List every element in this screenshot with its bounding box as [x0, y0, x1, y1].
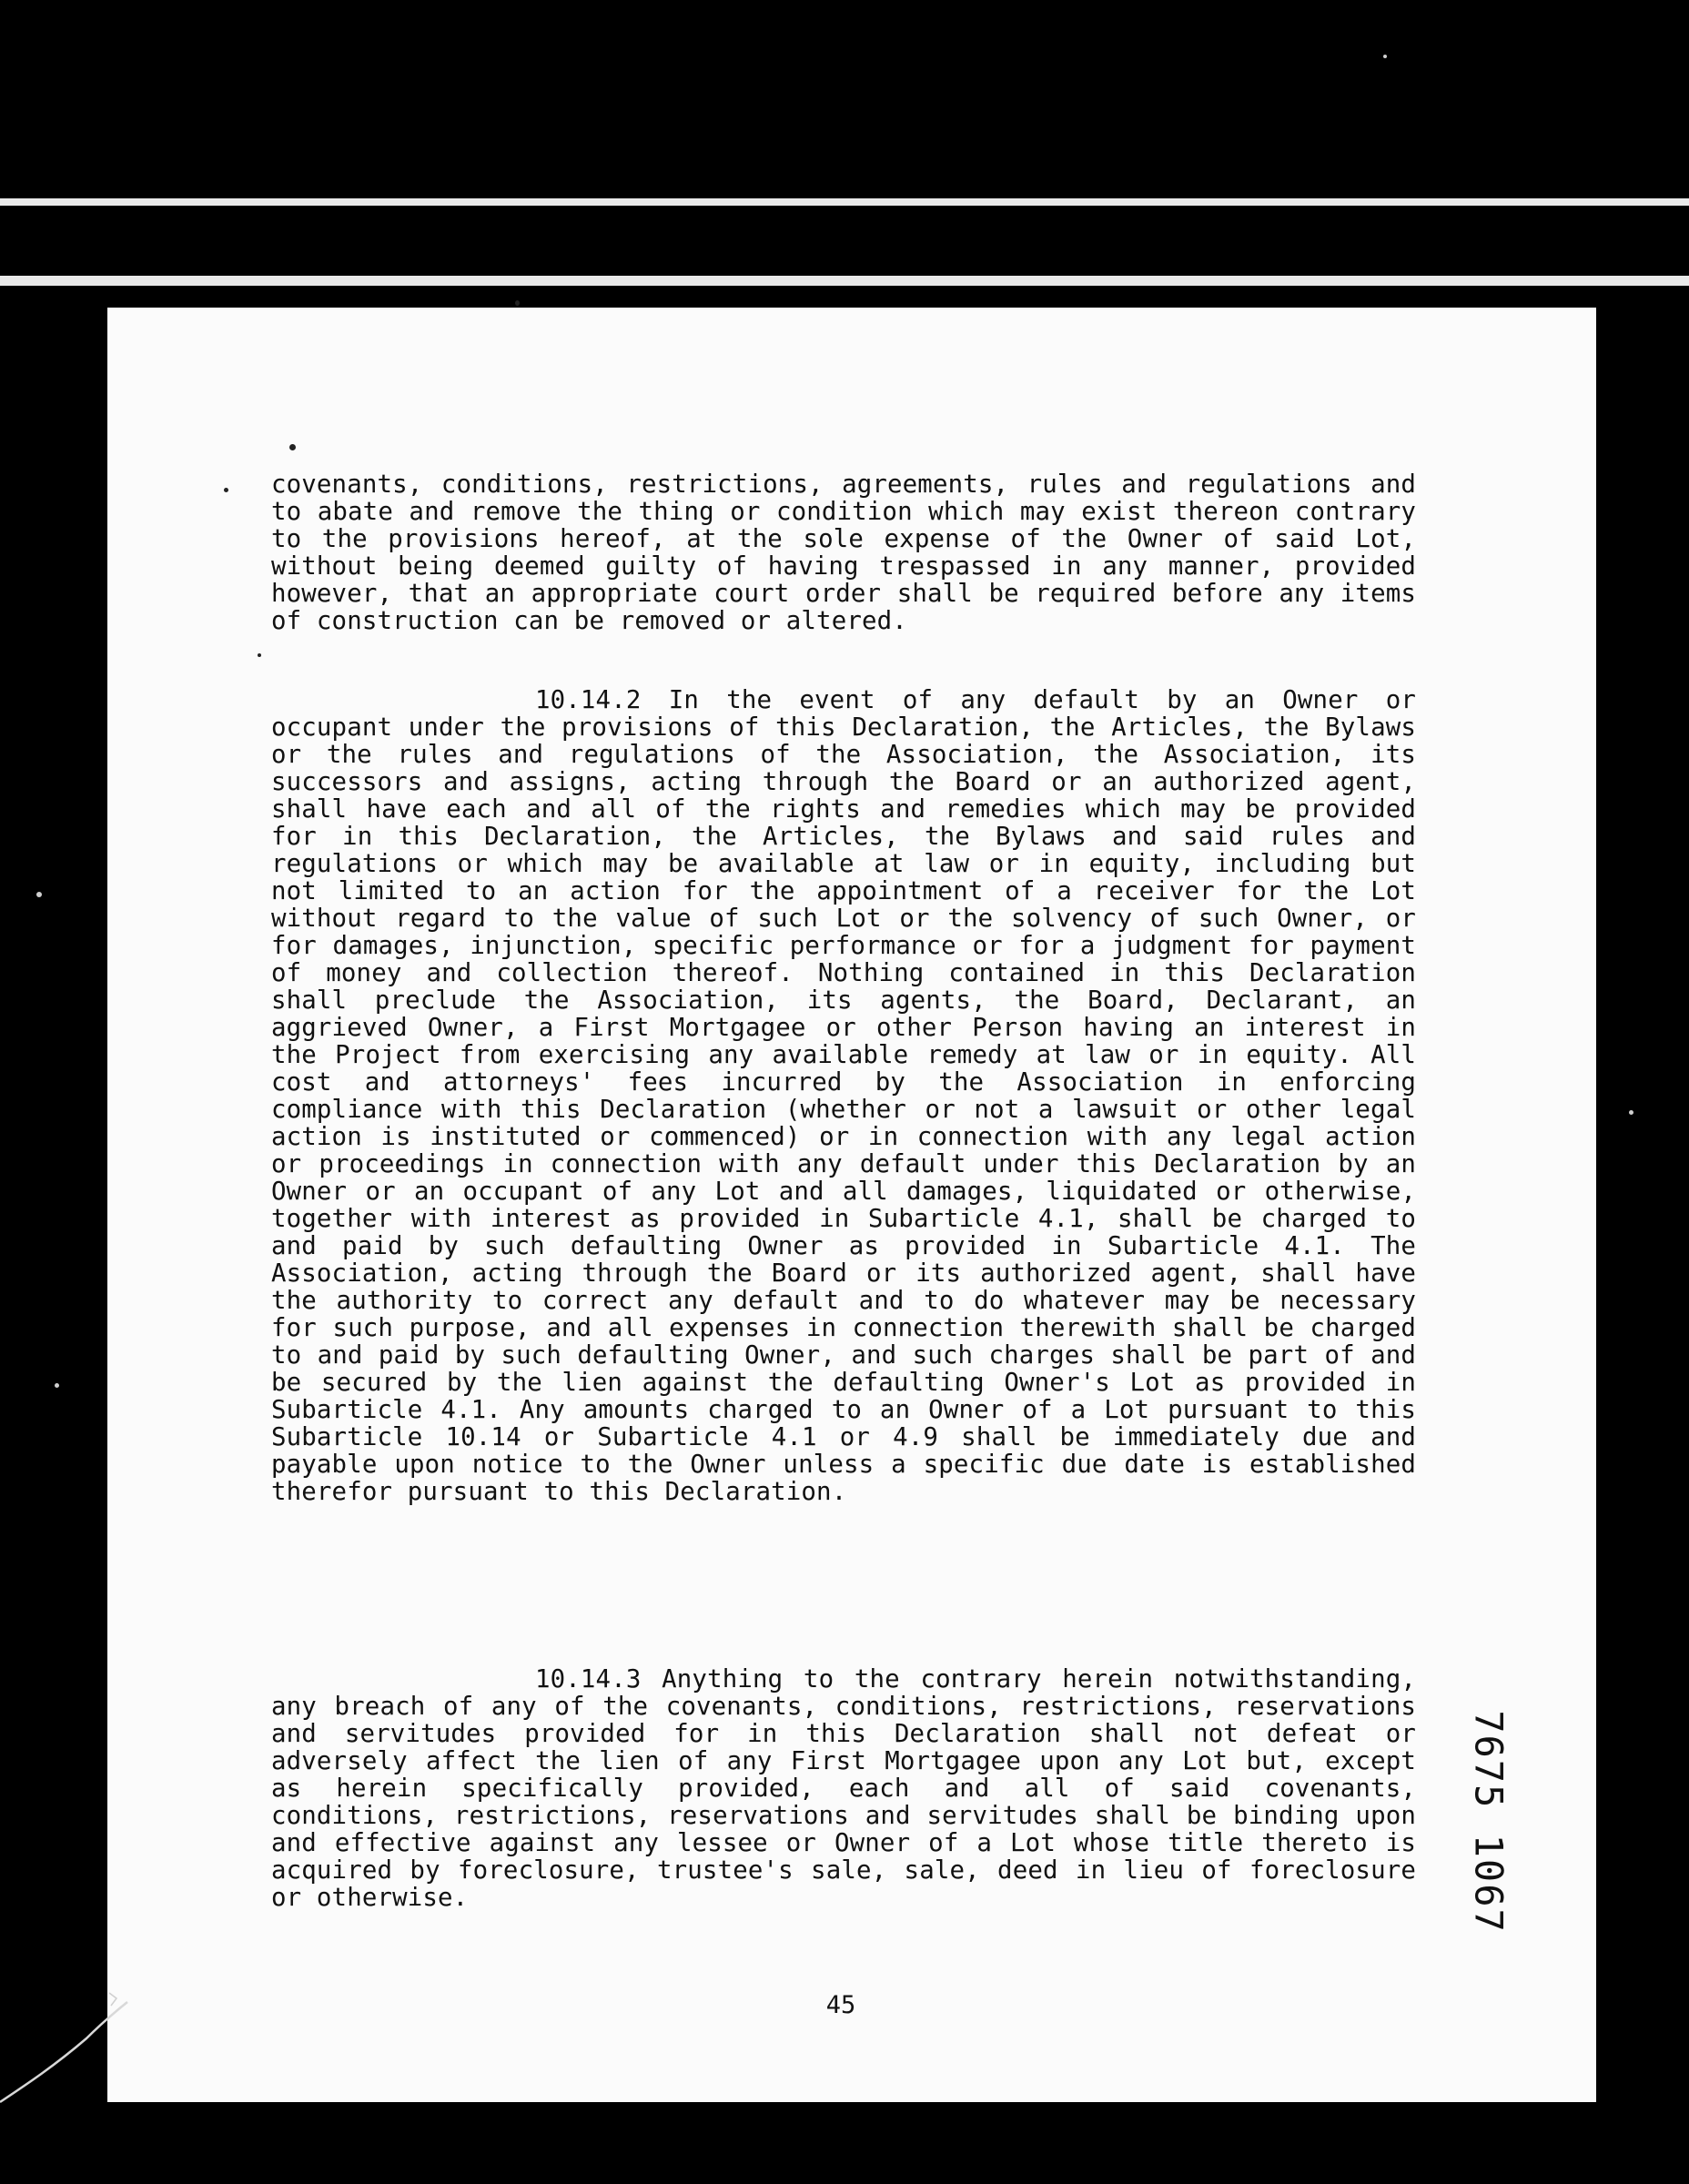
paragraph-10-14-3: [271, 1666, 1416, 1912]
scan-speck: [258, 653, 261, 657]
scan-speck: [1629, 1110, 1633, 1115]
scan-speck: [289, 444, 296, 450]
scan-speck: [55, 1383, 59, 1388]
scan-speck: [1383, 55, 1387, 58]
paragraph-10-14-3-text: 10.14.3 Anything to the contrary herein notwithstanding, any breach of any of the covenants, conditions, restrictions, reservations and servitudes provided for in this Declaration shall not defeat or adversely affect the lien of any First Mortgagee upon any Lot but, except as herein specifically provided, each and all of said covenants, conditions, restrictions, reservations and servitudes shall be binding upon and effective against any lessee or Owner of a Lot whose title thereto is acquired by foreclosure, trustee's sale, sale, deed in lieu of foreclosure or otherwise.: [271, 1665, 1416, 1912]
margin-book-page-stamp: [1461, 1694, 1516, 1949]
scan-speck: [515, 300, 520, 306]
paragraph-10-14-2-text: 10.14.2 In the event of any default by an Owner or occupant under the provisions of this Declaration, the Articles, the Bylaws or the rules and regulations of the Association, the Association, its successors and assigns, acting through the Board or an authorized agent, shall have each and all of the rights and remedies which may be provided for in this Declaration, the Articles, the Bylaws and said rules and regulations or which may be available at law or in equity, including but not limited to an action for the appointment of a receiver for the Lot without regard to the value of such Lot or the solvency of such Owner, or for damages, injunction, specific performance or for a judgment for payment of money and collection thereof. Nothing contained in this Declaration shall preclude the Association, its agents, the Board, Declarant, an aggrieved Owner, a First Mortgagee or other Person having an interest in the Project from exercising any available remedy at law or in equity. All cost and attorneys' fees incurred by the Association in enforcing compliance with this Declaration (whether or not a lawsuit or other legal action is instituted or commenced) or in connection with any legal action or proceedings in connection with any default under this Declaration by an Owner or an occupant of any Lot and all damages, liquidated or otherwise, together with interest as provided in Subarticle 4.1, shall be charged to and paid by such defaulting Owner as provided in Subarticle 4.1. The Association, acting through the Board or its authorized agent, shall have the authority to correct any default and to do whatever may be necessary for such purpose, and all expenses in connection therewith shall be charged to and paid by such defaulting Owner, and such charges shall be part of and be secured by the lien against the defaulting Owner's Lot as provided in Subarticle 4.1. Any amounts charged to an Owner of a Lot pursuant to this Subarticle 10.14 or Subarticle 4.1 or 4.9 shall be immediately due and payable upon notice to the Owner unless a specific due date is established therefor pursuant to this Declaration.: [271, 686, 1416, 1506]
page-number: 45: [825, 1991, 856, 2019]
scanner-edge-line-bottom: [0, 276, 1689, 286]
scanner-edge-line-top: [0, 198, 1689, 206]
paragraph-10-14-2: [271, 687, 1416, 1506]
margin-stamp-text: 7675 1067: [1466, 1710, 1512, 1934]
scan-scratch-mark: [0, 1984, 146, 2111]
scan-speck: [36, 892, 42, 897]
continuation-paragraph: covenants, conditions, restrictions, agreements, rules and regulations and to abate and remove the thing or condition which may exist thereon contrary to the provisions hereof, at the sole expense of the Owner of said Lot, without being deemed guilty of having trespassed in any manner, provided however, that an appropriate court order shall be required before any items of construction can be removed or altered.: [271, 470, 1416, 635]
scan-speck: [224, 488, 228, 492]
